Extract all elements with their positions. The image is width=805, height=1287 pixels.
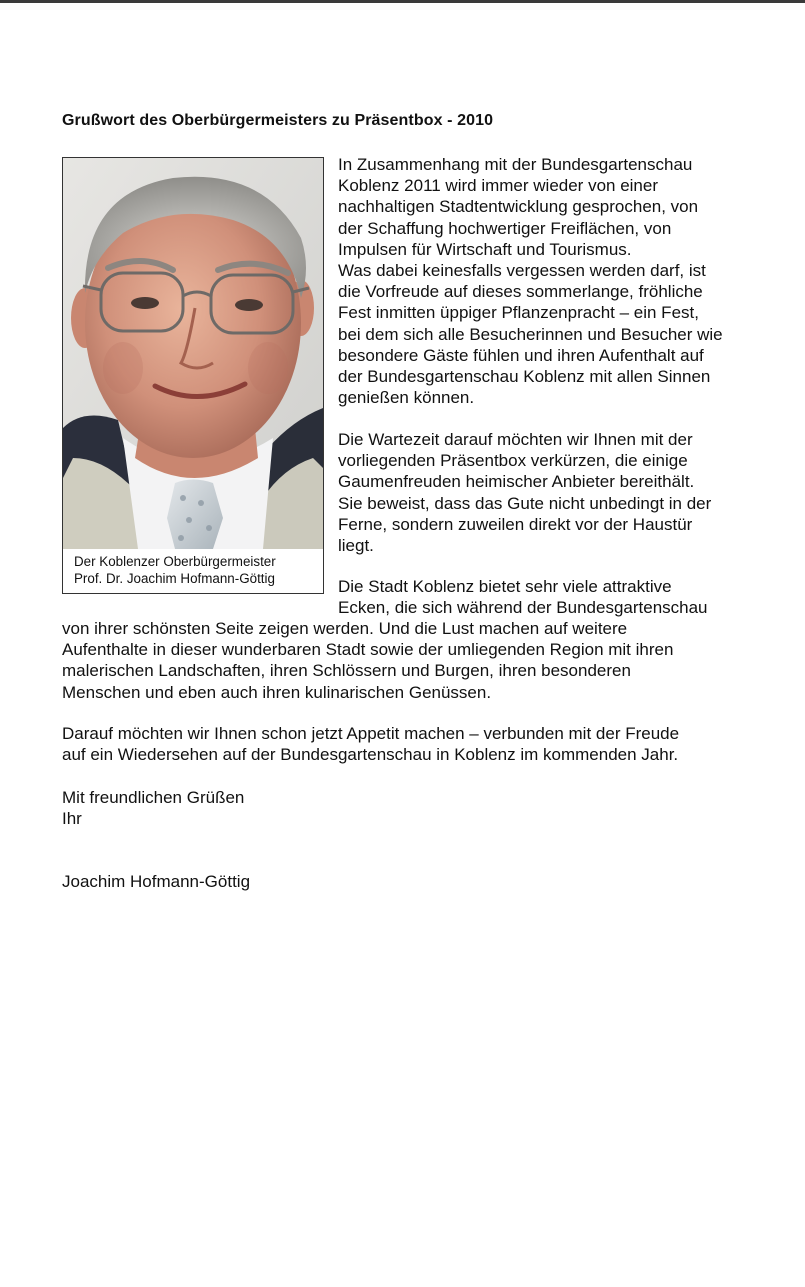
paragraph-4 <box>62 723 679 765</box>
text-line: Sie beweist, dass das Gute nicht unbedingt in der <box>338 493 712 513</box>
text-line: Ferne, sondern zuweilen direkt vor der Haustür <box>338 514 693 534</box>
closing-ihr: Ihr <box>62 809 82 829</box>
portrait-figure <box>62 157 324 594</box>
paragraph-2 <box>338 429 711 556</box>
closing-greeting: Mit freundlichen Grüßen <box>62 788 245 807</box>
paragraph-1 <box>338 154 723 408</box>
text-line: Darauf möchten wir Ihnen schon jetzt Appetit machen – verbunden mit der Freude <box>62 724 680 743</box>
text-line: Aufenthalte in dieser wunderbaren Stadt sowie der umliegenden Region mit ihren <box>62 640 674 660</box>
paragraph-3-side <box>338 576 708 618</box>
paragraph-3-full <box>62 618 673 703</box>
text-line: der Bundesgartenschau Koblenz mit allen Sinnen <box>338 367 711 387</box>
text-line: Die Stadt Koblenz bietet sehr viele attraktive <box>338 577 672 596</box>
text-line: von ihrer schönsten Seite zeigen werden. Und die Lust machen auf weitere <box>62 619 628 638</box>
text-line: Impulsen für Wirtschaft und Tourismus. <box>338 239 632 259</box>
text-line: auf ein Wiedersehen auf der Bundesgartenschau in Koblenz im kommenden Jahr. <box>62 745 679 765</box>
text-line: nachhaltigen Stadtentwicklung gesprochen, von <box>338 197 699 217</box>
text-line: In Zusammenhang mit der Bundesgartenschau <box>338 155 693 174</box>
portrait-photo <box>63 158 323 549</box>
caption-line-1: Der Koblenzer Oberbürgermeister <box>74 554 276 569</box>
text-line: liegt. <box>338 536 374 556</box>
text-line: Die Wartezeit darauf möchten wir Ihnen mit der <box>338 430 693 449</box>
text-line: besondere Gäste fühlen und ihren Aufenthalt auf <box>338 345 704 365</box>
document-title: Grußwort des Oberbürgermeisters zu Präsentbox - 2010 <box>62 112 494 129</box>
text-line: malerischen Landschaften, ihren Schlössern und Burgen, ihren besonderen <box>62 661 631 681</box>
text-line: Gaumenfreuden heimischer Anbieter bereithält. <box>338 472 695 492</box>
text-line: Ecken, die sich während der Bundesgartenschau <box>338 598 708 618</box>
caption-line-2: Prof. Dr. Joachim Hofmann-Göttig <box>74 571 275 586</box>
text-line: der Schaffung hochwertiger Freiflächen, von <box>338 218 672 238</box>
text-line: Fest inmitten üppiger Pflanzenpracht – ein Fest, <box>338 303 699 323</box>
top-border <box>0 0 805 3</box>
signature-block <box>62 871 250 892</box>
text-line: Menschen und eben auch ihren kulinarischen Genüssen. <box>62 682 492 702</box>
text-line: genießen können. <box>338 388 475 408</box>
text-line: die Vorfreude auf dieses sommerlange, fröhliche <box>338 282 703 302</box>
signature-name: Joachim Hofmann-Göttig <box>62 872 251 891</box>
photo-caption <box>63 549 323 593</box>
text-line: Koblenz 2011 wird immer wieder von einer <box>338 176 659 196</box>
closing-greeting-block <box>62 787 244 829</box>
text-line: bei dem sich alle Besucherinnen und Besucher wie <box>338 324 723 344</box>
text-line: Was dabei keinesfalls vergessen werden darf, ist <box>338 261 706 281</box>
text-line: vorliegenden Präsentbox verkürzen, die einige <box>338 451 688 471</box>
